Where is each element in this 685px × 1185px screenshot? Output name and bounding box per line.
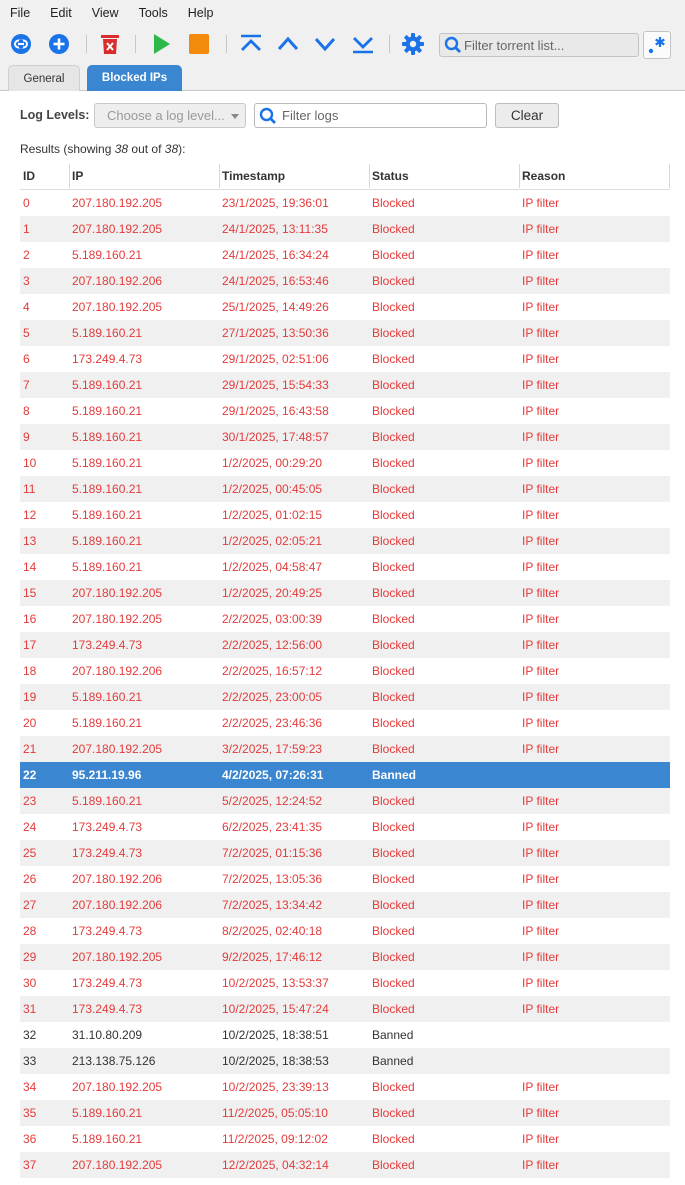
cell-id: 15 (23, 586, 37, 600)
results-summary (20, 142, 185, 156)
plus-circle-icon (47, 32, 71, 56)
search-icon (257, 105, 279, 127)
cell-timestamp: 10/2/2025, 23:39:13 (222, 1080, 329, 1094)
cell-timestamp: 29/1/2025, 02:51:06 (222, 352, 329, 366)
cell-id: 0 (23, 196, 30, 210)
pause-button[interactable] (186, 31, 212, 57)
cell-status: Blocked (372, 222, 415, 236)
cell-reason: IP filter (522, 638, 560, 652)
table-row[interactable] (20, 398, 670, 424)
cell-reason: IP filter (522, 612, 560, 626)
cell-reason: IP filter (522, 1080, 560, 1094)
link-icon (9, 32, 33, 56)
cell-status: Blocked (372, 1080, 415, 1094)
cell-status: Blocked (372, 898, 415, 912)
cell-id: 1 (23, 222, 30, 236)
table-row[interactable] (20, 658, 670, 684)
table-row[interactable] (20, 866, 670, 892)
cell-id: 20 (23, 716, 37, 730)
table-row[interactable] (20, 528, 670, 554)
cell-timestamp: 2/2/2025, 23:00:05 (222, 690, 323, 704)
cell-ip: 213.138.75.126 (72, 1054, 156, 1068)
cell-timestamp: 10/2/2025, 15:47:24 (222, 1002, 329, 1016)
cell-status: Blocked (372, 872, 415, 886)
cell-id: 26 (23, 872, 37, 886)
cell-reason: IP filter (522, 196, 560, 210)
torrent-search-input[interactable] (464, 38, 634, 53)
cell-status: Blocked (372, 742, 415, 756)
cell-timestamp: 11/2/2025, 09:12:02 (222, 1132, 328, 1146)
cell-ip: 5.189.160.21 (72, 508, 143, 522)
cell-status: Blocked (372, 820, 415, 834)
clear-button[interactable]: Clear (495, 103, 559, 128)
column-header-timestamp[interactable]: Timestamp (219, 163, 369, 189)
add-torrent-link-button[interactable] (8, 31, 34, 57)
cell-timestamp: 4/2/2025, 07:26:31 (222, 768, 324, 782)
cell-ip: 207.180.192.205 (72, 950, 163, 964)
table-row[interactable] (20, 684, 670, 710)
move-down-button[interactable] (312, 31, 338, 57)
cell-id: 36 (23, 1132, 37, 1146)
cell-status: Blocked (372, 976, 415, 990)
cell-id: 12 (23, 508, 37, 522)
chevron-bottom-icon (351, 32, 375, 56)
table-row[interactable] (20, 1100, 670, 1126)
table-row[interactable] (20, 580, 670, 606)
cell-id: 7 (23, 378, 30, 392)
table-row[interactable] (20, 1126, 670, 1152)
cell-status: Blocked (372, 716, 415, 730)
cell-id: 22 (23, 768, 37, 782)
table-row[interactable] (20, 502, 670, 528)
cell-status: Blocked (372, 1106, 415, 1120)
toolbar-separator (86, 35, 87, 53)
column-header-ip[interactable]: IP (69, 163, 219, 189)
cell-id: 9 (23, 430, 30, 444)
gear-icon (401, 32, 425, 56)
results-suffix: ): (178, 142, 186, 156)
table-row[interactable] (20, 1022, 670, 1048)
log-filter-row (0, 100, 685, 130)
table-row[interactable] (20, 320, 670, 346)
chevron-down-icon (313, 32, 337, 56)
tab-blocked-ips[interactable]: Blocked IPs (87, 65, 182, 91)
results-prefix: Results (showing (20, 142, 115, 156)
cell-reason: IP filter (522, 1002, 560, 1016)
cell-status: Blocked (372, 248, 415, 262)
table-row[interactable] (20, 294, 670, 320)
cell-id: 8 (23, 404, 30, 418)
cell-status: Blocked (372, 534, 415, 548)
cell-reason: IP filter (522, 794, 560, 808)
menu-file[interactable]: File (10, 6, 31, 20)
cell-reason: IP filter (522, 976, 560, 990)
cell-timestamp: 24/1/2025, 16:53:46 (222, 274, 329, 288)
cell-ip: 207.180.192.205 (72, 586, 163, 600)
cell-ip: 5.189.160.21 (72, 716, 143, 730)
menu-bar (0, 0, 685, 26)
cell-ip: 173.249.4.73 (72, 846, 143, 860)
cell-id: 23 (23, 794, 37, 808)
cell-id: 19 (23, 690, 37, 704)
cell-timestamp: 1/2/2025, 02:05:21 (222, 534, 323, 548)
table-row[interactable] (20, 762, 670, 788)
cell-id: 14 (23, 560, 37, 574)
cell-reason: IP filter (522, 820, 560, 834)
cell-reason: IP filter (522, 1106, 560, 1120)
cell-id: 34 (23, 1080, 37, 1094)
cell-status: Blocked (372, 482, 415, 496)
results-middle: out of (128, 142, 165, 156)
cell-status: Blocked (372, 456, 415, 470)
cell-status: Blocked (372, 196, 415, 210)
cell-timestamp: 10/2/2025, 13:53:37 (222, 976, 329, 990)
cell-timestamp: 10/2/2025, 18:38:51 (222, 1028, 329, 1042)
cell-status: Banned (372, 1028, 414, 1042)
cell-timestamp: 11/2/2025, 05:05:10 (222, 1106, 328, 1120)
cell-id: 21 (23, 742, 37, 756)
move-top-button[interactable] (238, 31, 264, 57)
cell-reason: IP filter (522, 742, 560, 756)
cell-reason: IP filter (522, 1132, 560, 1146)
cell-timestamp: 3/2/2025, 17:59:23 (222, 742, 323, 756)
cell-status: Blocked (372, 924, 415, 938)
cell-status: Blocked (372, 638, 415, 652)
table-row[interactable] (20, 944, 670, 970)
cell-reason: IP filter (522, 560, 560, 574)
cell-ip: 5.189.160.21 (72, 534, 143, 548)
toolbar-separator (135, 35, 136, 53)
resume-button[interactable] (148, 31, 174, 57)
cell-reason: IP filter (522, 404, 560, 418)
regex-toggle-button[interactable] (643, 31, 671, 59)
toolbar-separator (226, 35, 227, 53)
add-torrent-button[interactable] (46, 31, 72, 57)
cell-ip: 5.189.160.21 (72, 1106, 143, 1120)
cell-id: 27 (23, 898, 37, 912)
cell-id: 32 (23, 1028, 37, 1042)
table-row[interactable] (20, 190, 670, 216)
cell-timestamp: 24/1/2025, 13:11:35 (222, 222, 328, 236)
table-row[interactable] (20, 606, 670, 632)
cell-reason: IP filter (522, 690, 560, 704)
cell-ip: 207.180.192.206 (72, 898, 163, 912)
table-row[interactable] (20, 1048, 670, 1074)
cell-id: 3 (23, 274, 30, 288)
cell-ip: 173.249.4.73 (72, 924, 143, 938)
table-row[interactable] (20, 814, 670, 840)
cell-timestamp: 1/2/2025, 20:49:25 (222, 586, 323, 600)
cell-ip: 173.249.4.73 (72, 820, 143, 834)
cell-ip: 207.180.192.205 (72, 742, 163, 756)
results-shown: 38 (114, 142, 129, 156)
toolbar-separator (389, 35, 390, 53)
settings-button[interactable] (400, 31, 426, 57)
cell-ip: 173.249.4.73 (72, 976, 143, 990)
cell-reason: IP filter (522, 950, 560, 964)
table-row[interactable] (20, 632, 670, 658)
cell-timestamp: 2/2/2025, 03:00:39 (222, 612, 323, 626)
trash-icon (98, 32, 122, 56)
cell-status: Blocked (372, 1132, 415, 1146)
cell-ip: 173.249.4.73 (72, 1002, 143, 1016)
cell-id: 24 (23, 820, 37, 834)
cell-id: 11 (23, 482, 36, 496)
cell-reason: IP filter (522, 1158, 560, 1172)
cell-ip: 207.180.192.205 (72, 300, 163, 314)
table-row[interactable] (20, 346, 670, 372)
cell-ip: 5.189.160.21 (72, 430, 143, 444)
cell-timestamp: 1/2/2025, 00:45:05 (222, 482, 323, 496)
cell-id: 17 (23, 638, 37, 652)
table-row[interactable] (20, 1074, 670, 1100)
cell-id: 33 (23, 1054, 37, 1068)
cell-id: 5 (23, 326, 30, 340)
cell-reason: IP filter (522, 534, 560, 548)
cell-reason: IP filter (522, 508, 560, 522)
cell-id: 37 (23, 1158, 37, 1172)
cell-ip: 5.189.160.21 (72, 560, 143, 574)
cell-reason: IP filter (522, 300, 560, 314)
cell-timestamp: 1/2/2025, 04:58:47 (222, 560, 323, 574)
stop-icon (187, 32, 211, 56)
cell-ip: 207.180.192.205 (72, 222, 163, 236)
cell-id: 25 (23, 846, 37, 860)
cell-timestamp: 12/2/2025, 04:32:14 (222, 1158, 329, 1172)
cell-timestamp: 27/1/2025, 13:50:36 (222, 326, 329, 340)
cell-reason: IP filter (522, 248, 560, 262)
cell-ip: 5.189.160.21 (72, 456, 143, 470)
log-level-placeholder: Choose a log level... (107, 108, 225, 123)
cell-reason: IP filter (522, 716, 560, 730)
table-row[interactable] (20, 372, 670, 398)
cell-ip: 207.180.192.205 (72, 612, 163, 626)
cell-timestamp: 5/2/2025, 12:24:52 (222, 794, 323, 808)
table-row[interactable] (20, 424, 670, 450)
cell-reason: IP filter (522, 326, 560, 340)
cell-status: Blocked (372, 508, 415, 522)
cell-ip: 173.249.4.73 (72, 638, 143, 652)
cell-status: Blocked (372, 1002, 415, 1016)
cell-timestamp: 9/2/2025, 17:46:12 (222, 950, 323, 964)
table-row[interactable] (20, 476, 670, 502)
cell-status: Blocked (372, 950, 415, 964)
cell-id: 10 (23, 456, 37, 470)
cell-timestamp: 23/1/2025, 19:36:01 (222, 196, 329, 210)
cell-ip: 31.10.80.209 (72, 1028, 143, 1042)
cell-timestamp: 25/1/2025, 14:49:26 (222, 300, 329, 314)
column-header-id[interactable]: ID (23, 169, 35, 183)
cell-status: Blocked (372, 560, 415, 574)
table-row[interactable] (20, 892, 670, 918)
cell-ip: 207.180.192.205 (72, 1080, 163, 1094)
cell-status: Blocked (372, 612, 415, 626)
cell-reason: IP filter (522, 430, 560, 444)
table-row[interactable] (20, 970, 670, 996)
cell-reason: IP filter (522, 586, 560, 600)
cell-status: Blocked (372, 1158, 415, 1172)
play-icon (149, 32, 173, 56)
log-level-select[interactable] (94, 103, 246, 128)
cell-id: 31 (23, 1002, 37, 1016)
table-row[interactable] (20, 918, 670, 944)
cell-id: 13 (23, 534, 37, 548)
cell-timestamp: 30/1/2025, 17:48:57 (222, 430, 329, 444)
cell-timestamp: 6/2/2025, 23:41:35 (222, 820, 323, 834)
cell-timestamp: 8/2/2025, 02:40:18 (222, 924, 323, 938)
column-header-status[interactable]: Status (369, 163, 519, 189)
cell-ip: 5.189.160.21 (72, 482, 143, 496)
menu-help[interactable]: Help (187, 6, 214, 20)
cell-status: Banned (372, 1054, 414, 1068)
cell-id: 28 (23, 924, 37, 938)
chevron-top-icon (239, 32, 263, 56)
cell-status: Blocked (372, 690, 415, 704)
cell-status: Blocked (372, 794, 415, 808)
cell-timestamp: 10/2/2025, 18:38:53 (222, 1054, 329, 1068)
menu-view[interactable]: View (91, 6, 119, 20)
cell-reason: IP filter (522, 924, 560, 938)
table-row[interactable] (20, 216, 670, 242)
delete-torrent-button[interactable] (97, 31, 123, 57)
cell-ip: 5.189.160.21 (72, 404, 143, 418)
filter-logs-box[interactable] (254, 103, 487, 128)
cell-timestamp: 24/1/2025, 16:34:24 (222, 248, 329, 262)
cell-reason: IP filter (522, 456, 560, 470)
table-row[interactable] (20, 710, 670, 736)
table-row[interactable] (20, 242, 670, 268)
cell-reason: IP filter (522, 274, 560, 288)
log-levels-label: Log Levels: (20, 108, 90, 122)
cell-status: Banned (372, 768, 417, 782)
regex-icon (646, 34, 668, 56)
table-row[interactable] (20, 268, 670, 294)
cell-reason: IP filter (522, 222, 560, 236)
cell-ip: 95.211.19.96 (72, 768, 142, 782)
cell-status: Blocked (372, 404, 415, 418)
caret-down-icon (231, 114, 239, 119)
cell-reason: IP filter (522, 846, 560, 860)
cell-reason: IP filter (522, 482, 560, 496)
filter-logs-input[interactable] (282, 108, 482, 123)
table-row[interactable] (20, 788, 670, 814)
cell-id: 29 (23, 950, 37, 964)
chevron-up-icon (276, 32, 300, 56)
table-row[interactable] (20, 736, 670, 762)
table-row[interactable] (20, 1152, 670, 1178)
cell-id: 18 (23, 664, 37, 678)
cell-id: 35 (23, 1106, 37, 1120)
table-row[interactable] (20, 996, 670, 1022)
tab-general[interactable]: General (8, 65, 80, 91)
table-row[interactable] (20, 450, 670, 476)
search-icon (442, 34, 464, 56)
cell-timestamp: 29/1/2025, 15:54:33 (222, 378, 329, 392)
cell-status: Blocked (372, 430, 415, 444)
cell-status: Blocked (372, 300, 415, 314)
cell-timestamp: 2/2/2025, 16:57:12 (222, 664, 323, 678)
table-row[interactable] (20, 840, 670, 866)
cell-timestamp: 7/2/2025, 13:34:42 (222, 898, 323, 912)
cell-id: 2 (23, 248, 30, 262)
move-bottom-button[interactable] (350, 31, 376, 57)
cell-ip: 207.180.192.206 (72, 274, 163, 288)
cell-status: Blocked (372, 378, 415, 392)
cell-ip: 5.189.160.21 (72, 326, 143, 340)
results-total: 38 (164, 142, 179, 156)
cell-status: Blocked (372, 586, 415, 600)
cell-ip: 173.249.4.73 (72, 352, 143, 366)
tab-bar (0, 62, 685, 91)
menu-edit[interactable]: Edit (50, 6, 72, 20)
cell-id: 16 (23, 612, 37, 626)
cell-status: Blocked (372, 664, 415, 678)
cell-ip: 207.180.192.205 (72, 196, 163, 210)
cell-ip: 5.189.160.21 (72, 690, 143, 704)
cell-id: 6 (23, 352, 30, 366)
table-row[interactable] (20, 554, 670, 580)
cell-reason: IP filter (522, 378, 560, 392)
cell-reason: IP filter (522, 352, 560, 366)
column-header-reason[interactable]: Reason (519, 163, 670, 189)
cell-ip: 207.180.192.206 (72, 664, 163, 678)
cell-timestamp: 7/2/2025, 13:05:36 (222, 872, 323, 886)
cell-ip: 5.189.160.21 (72, 378, 143, 392)
cell-timestamp: 1/2/2025, 01:02:15 (222, 508, 323, 522)
cell-ip: 5.189.160.21 (72, 248, 143, 262)
cell-timestamp: 2/2/2025, 12:56:00 (222, 638, 323, 652)
cell-ip: 207.180.192.205 (72, 1158, 163, 1172)
table-header (20, 163, 670, 190)
cell-status: Blocked (372, 326, 415, 340)
cell-status: Blocked (372, 274, 415, 288)
cell-ip: 5.189.160.21 (72, 794, 143, 808)
cell-timestamp: 29/1/2025, 16:43:58 (222, 404, 329, 418)
cell-reason: IP filter (522, 898, 560, 912)
cell-status: Blocked (372, 846, 415, 860)
menu-tools[interactable]: Tools (138, 6, 168, 20)
blocked-ips-table (20, 163, 670, 1178)
cell-status: Blocked (372, 352, 415, 366)
cell-ip: 207.180.192.206 (72, 872, 163, 886)
cell-id: 30 (23, 976, 37, 990)
move-up-button[interactable] (275, 31, 301, 57)
cell-reason: IP filter (522, 872, 560, 886)
cell-timestamp: 1/2/2025, 00:29:20 (222, 456, 323, 470)
table-body (20, 190, 670, 1178)
cell-id: 4 (23, 300, 30, 314)
torrent-search-box[interactable] (439, 33, 639, 57)
cell-timestamp: 7/2/2025, 01:15:36 (222, 846, 323, 860)
cell-ip: 5.189.160.21 (72, 1132, 143, 1146)
cell-timestamp: 2/2/2025, 23:46:36 (222, 716, 323, 730)
cell-reason: IP filter (522, 664, 560, 678)
